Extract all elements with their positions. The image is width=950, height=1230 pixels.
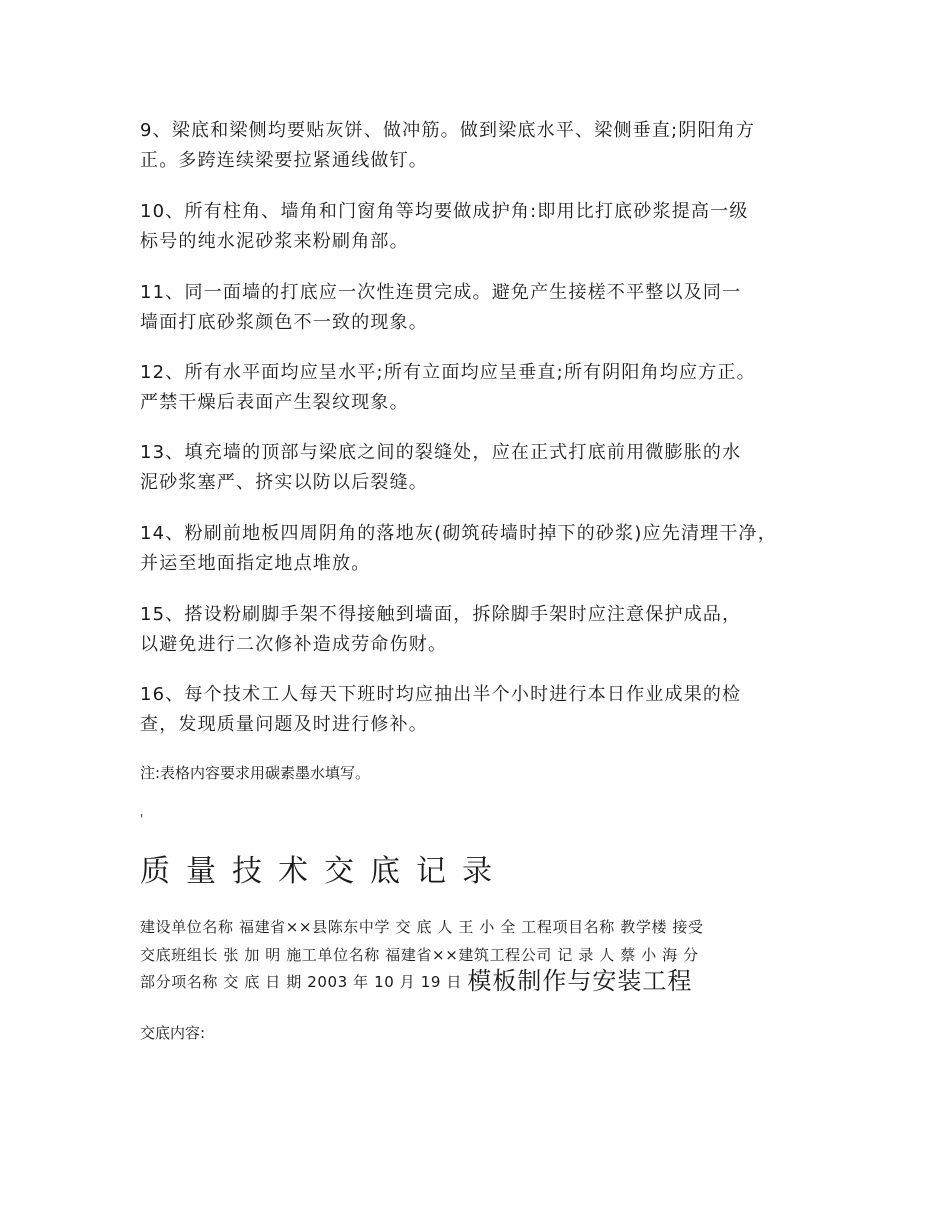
item-13: [140, 438, 840, 498]
item-14: [140, 519, 840, 579]
record-info-line-3: [140, 967, 820, 995]
item-13-line-2: 泥砂浆塞严、挤实以防以后裂缝。: [140, 472, 428, 493]
item-11-line-1: 11、同一面墙的打底应一次性连贯完成。避免产生接槎不平整以及同一: [140, 282, 742, 303]
item-12: [140, 358, 840, 418]
item-15-line-2: 以避免进行二次修补造成劳命伤财。: [140, 634, 448, 655]
item-12-line-2: 严禁干燥后表面产生裂纹现象。: [140, 392, 409, 413]
item-15-line-1: 15、搭设粉刷脚手架不得接触到墙面，拆除脚手架时应注意保护成品，: [140, 604, 742, 625]
item-14-line-2: 并运至地面指定地点堆放。: [140, 553, 371, 574]
item-10: [140, 197, 840, 257]
item-16-line-1: 16、每个技术工人每天下班时均应抽出半个小时进行本日作业成果的检: [140, 684, 742, 705]
item-11: [140, 278, 840, 338]
item-9-line-1: 9、梁底和梁侧均要贴灰饼、做冲筋。做到梁底水平、梁侧垂直;阴阳角方: [140, 120, 756, 141]
item-15: [140, 600, 840, 660]
record-info-line-2: 交底班组长 张 加 明 施工单位名称 福建省××建筑工程公司 记 录 人 蔡 小 海 分: [140, 946, 699, 964]
item-13-line-1: 13、填充墙的顶部与梁底之间的裂缝处，应在正式打底前用微膨胀的水: [140, 442, 742, 463]
record-info-line-1: 建设单位名称 福建省××县陈东中学 交 底 人 王 小 全 工程项目名称 教学楼 接受: [140, 918, 704, 936]
item-11-line-2: 墙面打底砂浆颜色不一致的现象。: [140, 312, 428, 333]
item-12-line-1: 12、所有水平面均应呈水平;所有立面均应呈垂直;所有阴阳角均应方正。: [140, 362, 756, 383]
project-section-name: 模板制作与安装工程: [467, 967, 693, 995]
content-label: 交底内容:: [140, 1024, 206, 1042]
item-9-line-2: 正。多跨连续梁要拉紧通线做钉。: [140, 150, 428, 171]
ink-note: 注:表格内容要求用碳素墨水填写。: [140, 764, 371, 782]
item-16: [140, 680, 840, 740]
stray-mark: ': [140, 812, 144, 826]
item-16-line-2: 查，发现质量问题及时进行修补。: [140, 714, 428, 735]
record-info-line-3-prefix: 部分项名称 交 底 日 期 2003 年 10 月 19 日: [140, 973, 468, 991]
item-10-line-1: 10、所有柱角、墙角和门窗角等均要做成护角:即用比打底砂浆提高一级: [140, 201, 749, 222]
item-9: [140, 116, 840, 176]
record-title: 质量技术交底记录: [140, 854, 508, 889]
item-14-line-1: 14、粉刷前地板四周阴角的落地灰(砌筑砖墙时掉下的砂浆)应先清理干净，: [140, 523, 777, 544]
item-10-line-2: 标号的纯水泥砂浆来粉刷角部。: [140, 231, 409, 252]
